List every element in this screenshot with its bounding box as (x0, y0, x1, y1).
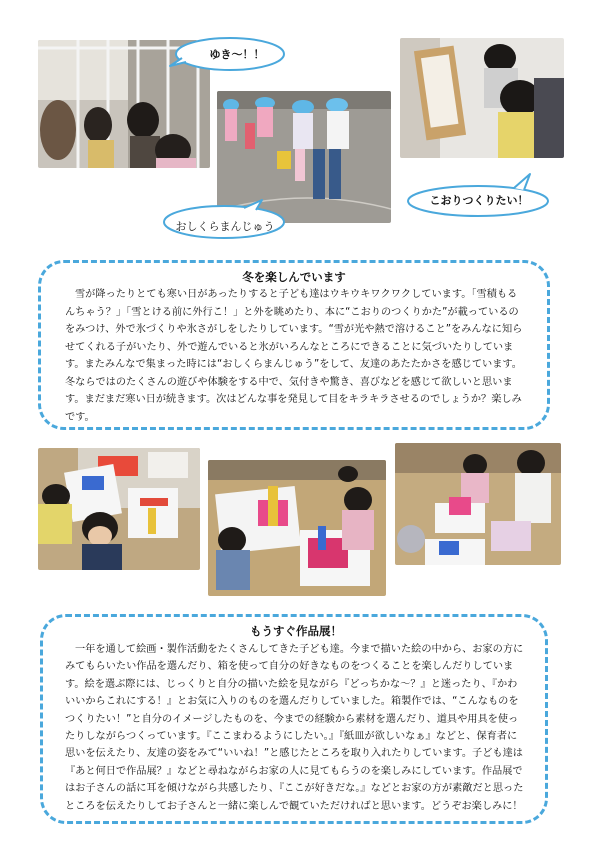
exhibition-section (40, 614, 548, 824)
photo-reading-ice-book (400, 38, 564, 158)
speech-bubble-oshikura (160, 200, 290, 240)
winter-section-body: 雪が降ったりとても寒い日があったりすると子ども達はウキウキワクワクしています。「雪積もるんちゃう？」「雪とける前に外行こ！」と外を眺めたり、本に“こおりのつくりかた”が載っているのをみつけ、外で氷づくりや氷さがしをしたりしています。“雪が光や熱で溶けること”をみんなに知らせてくれる子がいたり、外で遊んでいると氷がいろんなところにできることに気づいたりしています。またみんなで集まった時には“おしくらまんじゅう”をして、友達のあたたかさを感じています。冬ならではのたくさんの遊びや体験をする中で、気付きや驚き、喜びなどを感じて欲しいと思います。まだまだ寒い日が続きます。次はどんな事を発見して目をキラキラさせるのでしょうか？楽しみです。 (65, 289, 523, 423)
winter-section-title: 冬を楽しんでいます (242, 270, 346, 284)
photo-box-craft-1 (38, 448, 200, 570)
photo-box-craft-3 (395, 443, 561, 565)
exhibition-section-title: もうすぐ作品展！ (250, 624, 342, 638)
winter-section (38, 260, 550, 430)
exhibition-section-body: 一年を通して絵画・製作活動をたくさんしてきた子ども達。今まで描いた絵の中から、お家の方にみてもらいたい作品を選んだり、箱を使って自分の好きなものをつくることを楽しんだりしています。絵を選ぶ際には、じっくりと自分の描いた絵を見ながら『どっちかな～？』と迷ったり、『かわいいからこれにする！』とお気に入りのものを選んだりしていました。箱製作では、“こんなものをつくりたい！”と自分のイメージしたものを、今までの経験から素材を選んだり、道具や用具を使ったりしながらつくっています。『ここまわるようにしたい。』『紙皿が欲しいなぁ』などと、保育者に思いを伝えたり、友達の姿をみて“いいね！”と感じたところを取り入れたりしています。子ども達は『あと何日で作品展？』などと尋ねながらお家の人に見てもらうのを楽しみにしています。作品展ではお子さんの話に耳を傾けながら共感したり、『ここが好きだな。』などとお家の方が素敵だと思ったところを伝えたりしてお子さんと一緒に楽しんで観ていただければと思います。どうぞお楽しみに！ (65, 644, 524, 812)
speech-bubble-yuki-text: ゆき～！！ (209, 48, 265, 61)
speech-bubble-koori-text: こおりつくりたい！ (429, 194, 529, 207)
speech-bubble-koori (404, 182, 554, 218)
photo-box-craft-2 (208, 460, 386, 596)
speech-bubble-oshikura-text: おしくらまんじゅう (175, 220, 275, 233)
speech-bubble-yuki (168, 36, 286, 72)
